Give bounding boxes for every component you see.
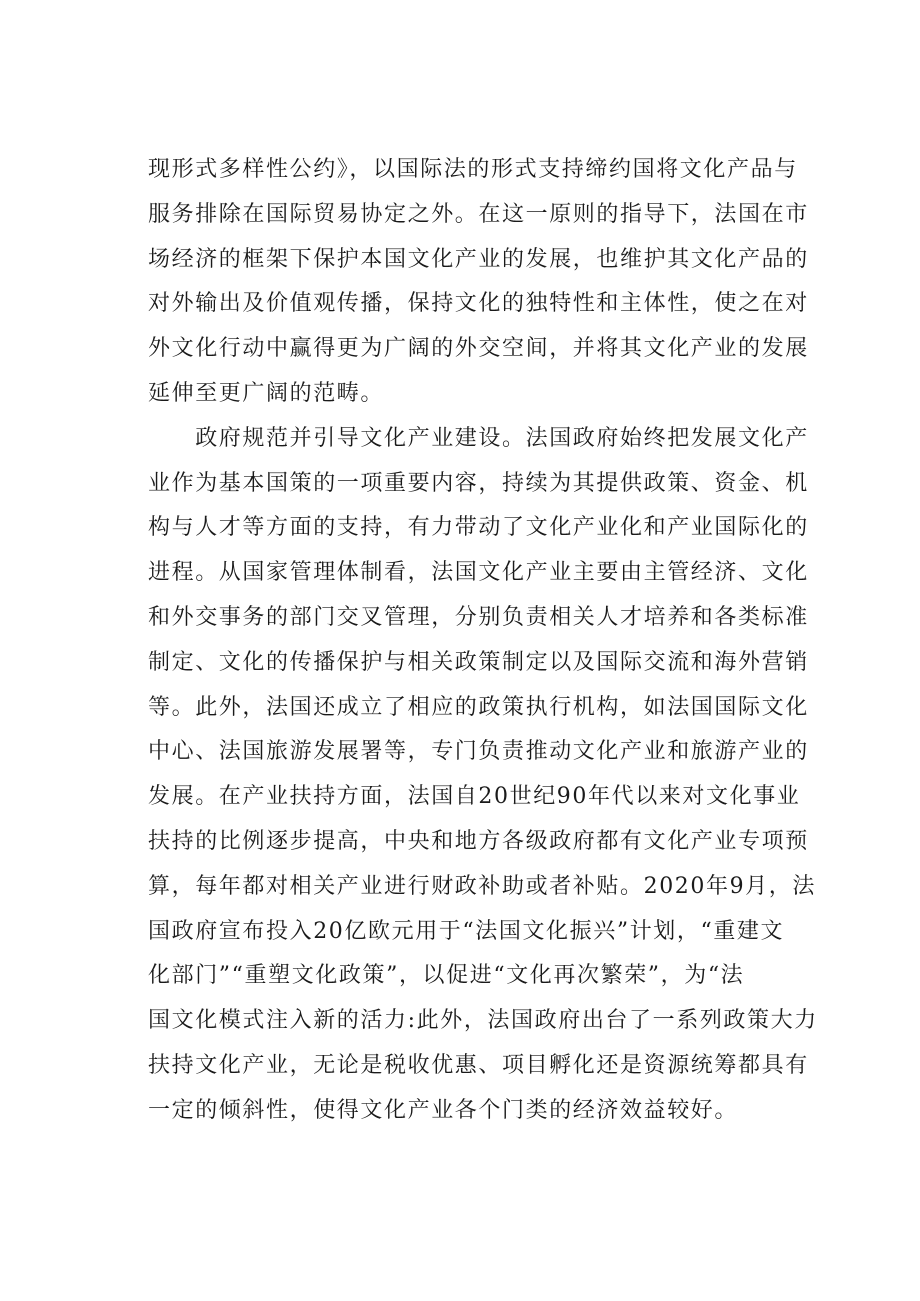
text-line-20: 国文化模式注入新的活力:此外，法国政府出台了一系列政策大力 xyxy=(148,1008,818,1034)
text-line-1: 现形式多样性公约》，以国际法的形式支持缔约国将文化产品与 xyxy=(148,157,798,182)
body-text xyxy=(148,148,818,1134)
text-line-19: 化部门”“重塑文化政策”，以促进“文化再次繁荣”，为“法 xyxy=(148,963,745,989)
text-line-13: 等。此外，法国还成立了相应的政策执行机构，如法国国际文化 xyxy=(148,694,809,720)
text-line-17: 算，每年都对相关产业进行财政补助或者补贴。2020年9月，法 xyxy=(148,873,816,899)
text-line-5: 外文化行动中赢得更为广阔的外交空间，并将其文化产业的发展 xyxy=(148,336,809,362)
text-line-6: 延伸至更广阔的范畴。 xyxy=(148,380,385,406)
text-line-11: 和外交事务的部门交叉管理，分别负责相关人才培养和各类标准 xyxy=(148,604,809,630)
text-line-15: 发展。在产业扶持方面，法国自20世纪90年代以来对文化事业 xyxy=(148,784,801,810)
text-line-21: 扶持文化产业，无论是税收优惠、项目孵化还是资源统筹都具有 xyxy=(148,1052,809,1078)
text-line-2: 服务排除在国际贸易协定之外。在这一原则的指导下，法国在市 xyxy=(148,201,809,227)
text-line-14: 中心、法国旅游发展署等，专门负责推动文化产业和旅游产业的 xyxy=(148,739,809,765)
text-line-7: 政府规范并引导文化产业建设。法国政府始终把发展文化产 xyxy=(148,425,809,451)
text-line-3: 场经济的框架下保护本国文化产业的发展，也维护其文化产品的 xyxy=(148,246,809,272)
text-line-16: 扶持的比例逐步提高，中央和地方各级政府都有文化产业专项预 xyxy=(148,828,809,854)
text-line-4: 对外输出及价值观传播，保持文化的独特性和主体性，使之在对 xyxy=(148,291,809,317)
text-line-12: 制定、文化的传播保护与相关政策制定以及国际交流和海外营销 xyxy=(148,649,809,675)
text-line-10: 进程。从国家管理体制看，法国文化产业主要由主管经济、文化 xyxy=(148,560,809,586)
text-line-18: 国政府宣布投入20亿欧元用于“法国文化振兴”计划，“重建文 xyxy=(148,918,785,944)
text-line-9: 构与人才等方面的支持，有力带动了文化产业化和产业国际化的 xyxy=(148,515,809,541)
text-line-8: 业作为基本国策的一项重要内容，持续为其提供政策、资金、机 xyxy=(148,470,809,496)
text-line-22: 一定的倾斜性，使得文化产业各个门类的经济效益较好。 xyxy=(148,1097,739,1123)
